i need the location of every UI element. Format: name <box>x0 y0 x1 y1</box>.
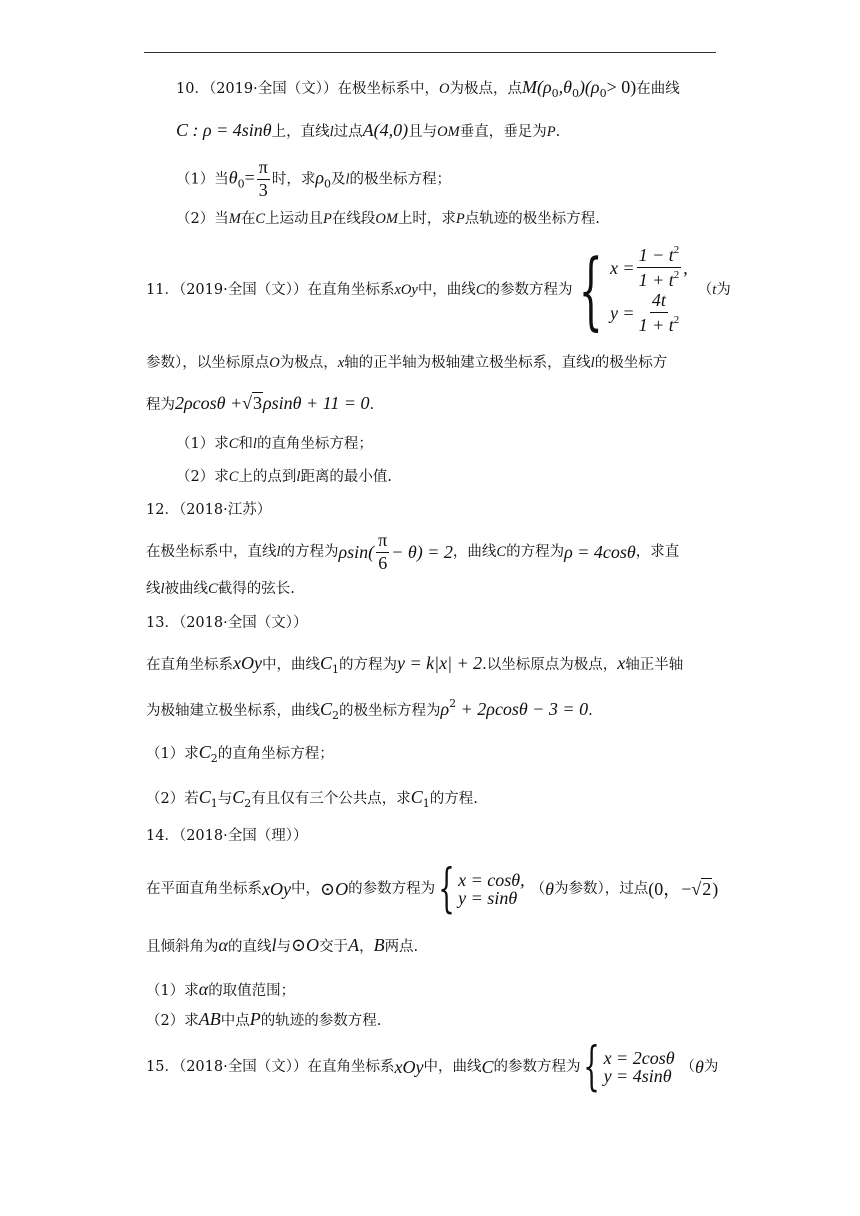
problem-11-line-3: 程为2ρcosθ +√3ρsinθ + 11 = 0. <box>146 393 375 413</box>
problem-15-line-1: 15．（2018·全国（文））在直角坐标系 xOy 中，曲线 C 的参数方程为 { x = 2cosθ y = 4sinθ （ θ 为 <box>146 1037 719 1097</box>
problem-11-part-2: （2）求C上的点到l距离的最小值. <box>176 469 393 485</box>
problem-12-header: 12．（2018·江苏） <box>146 502 272 518</box>
header-rule <box>144 52 716 53</box>
problem-12-line-2: 线l被曲线C截得的弦长. <box>146 581 295 597</box>
problem-11-line-2: 参数），以坐标原点O为极点，x轴的正半轴为极轴建立极坐标系，直线l的极坐标方 <box>146 355 668 371</box>
problem-13-line-2: 为极轴建立极坐标系，曲线$C_2$的极坐标方程为$\rho^2 + 2\rho\cos\theta - 3 = 0$. <box>146 697 593 722</box>
problem-12-line-1: 在极坐标系中，直线 l 的方程为 ρsin( $\frac{\pi}{6}$ − θ) = 2 ，曲线 C 的方程为 ρ = 4cosθ ，求直 <box>146 529 680 573</box>
problem-13-line-1: 在直角坐标系xOy中，曲线$C_1$的方程为y = k|x| + 2.以坐标原点为极点，x轴正半轴 <box>146 653 684 676</box>
problem-13-header: 13．（2018·全国（文）） <box>146 615 308 631</box>
problem-14-line-1: 在平面直角坐标系 xOy 中， ⊙O 的参数方程为 { x = cosθ, y = sinθ （ θ 为参数），过点 (0，− √ 2 ) <box>146 859 719 919</box>
problem-13-part-2: （2）若$C_1$与$C_2$有且仅有三个公共点，求$C_1$的方程. <box>146 787 478 810</box>
fraction-pi-over-3: $\frac{\pi}{3}$ <box>258 157 268 200</box>
parametric-system-15: { x = 2cosθ y = 4sinθ <box>583 1037 675 1097</box>
problem-11-line-1: 11．（2019·全国（文））在直角坐标系 xOy 中，曲线 C 的参数方程为 { x = $\frac{1 - t^2}{1 + t^2}$ , y = $\frac{4t}{1 + t^2}$ （ t 为 <box>146 241 731 339</box>
problem-10-part-1: （1）当$\theta_0=$ $\frac{\pi}{3}$ 时，求$\rho_0$及l的极坐标方程； <box>176 157 451 200</box>
problem-14-part-2: （2）求AB中点P的轨迹的参数方程. <box>146 1009 382 1029</box>
problem-10-line-2: C : ρ = 4sinθ上，直线l过点A(4,0)且与OM垂直，垂足为P. <box>176 120 561 140</box>
problem-14-line-2: 且倾斜角为α的直线l与⊙O交于A，B两点. <box>146 935 419 955</box>
parametric-system-11: { x = $\frac{1 - t^2}{1 + t^2}$ , y = $\frac{4t}{1 + t^2}$ <box>579 241 688 339</box>
problem-14-part-1: （1）求α的取值范围； <box>146 979 296 999</box>
parametric-system-14: { x = cosθ, y = sinθ <box>438 859 525 919</box>
problem-13-part-1: （1）求$C_2$的直角坐标方程； <box>146 742 334 765</box>
problem-10-line-1: 10．（2019·全国（文））在极坐标系中，O为极点，点$M(\rho_0,\theta_0)(\rho_0> 0)$在曲线 <box>176 77 680 100</box>
problem-11-part-1: （1）求C和l的直角坐标方程； <box>176 436 373 452</box>
problem-10-part-2: （2）当M在C上运动且P在线段OM上时，求P点轨迹的极坐标方程. <box>176 211 600 227</box>
problem-14-header: 14．（2018·全国（理）） <box>146 828 308 844</box>
